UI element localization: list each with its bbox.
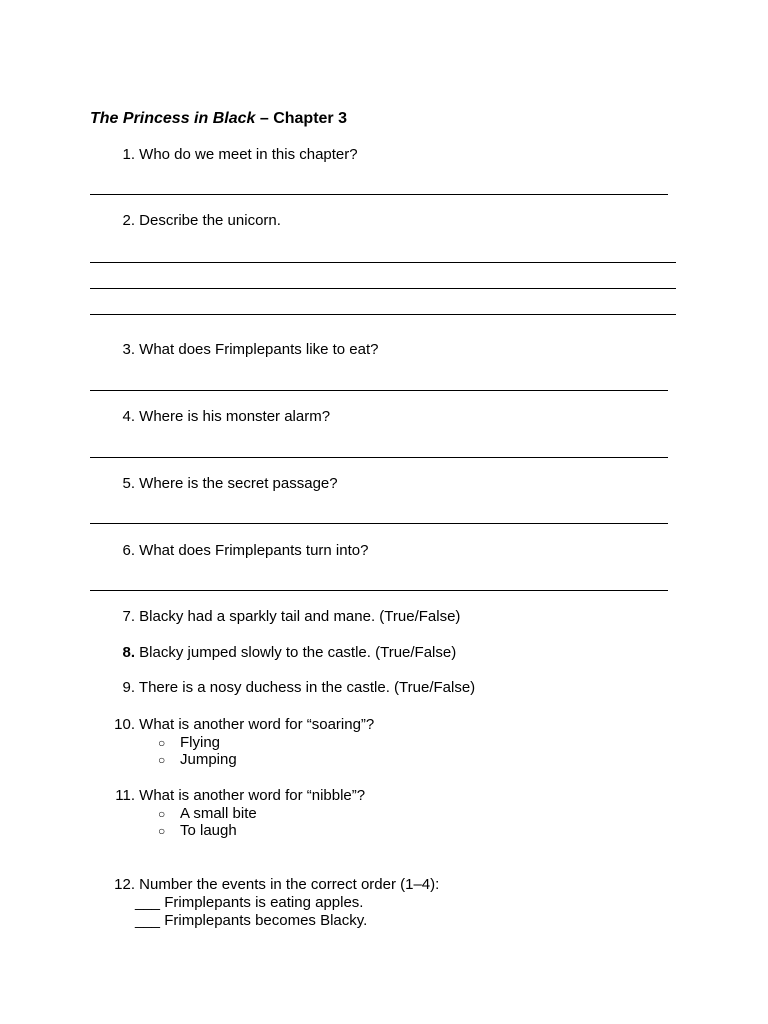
order-item-text: Frimplepants becomes Blacky.: [164, 912, 368, 929]
question-3: [90, 341, 378, 358]
question-11: [90, 787, 365, 804]
answer-line[interactable]: [90, 194, 668, 195]
option-label: A small bite: [180, 805, 257, 822]
order-item: [135, 912, 367, 929]
question-number: 4.: [122, 408, 135, 425]
book-title: The Princess in Black: [90, 110, 256, 127]
question-number: 10.: [114, 716, 135, 733]
question-number: 6.: [122, 542, 135, 559]
question-2: [90, 212, 281, 229]
answer-line[interactable]: [90, 590, 668, 591]
option-label: Jumping: [180, 751, 237, 768]
question-number: 8.: [122, 644, 135, 661]
question-9: [90, 679, 475, 696]
question-text: Where is the secret passage?: [139, 475, 338, 492]
order-blank[interactable]: ___: [135, 894, 161, 911]
radio-circle-icon[interactable]: ○: [158, 824, 166, 838]
answer-line[interactable]: [90, 390, 668, 391]
radio-circle-icon[interactable]: ○: [158, 753, 166, 767]
question-10: [90, 716, 374, 733]
option-label: Flying: [180, 734, 221, 751]
question-text: Number the events in the correct order (1–4):: [139, 876, 440, 893]
question-text: What is another word for “soaring”?: [139, 716, 375, 733]
question-text: Where is his monster alarm?: [139, 408, 331, 425]
question-number: 7.: [122, 608, 135, 625]
question-number: 2.: [122, 212, 135, 229]
question-5: [90, 475, 338, 492]
radio-circle-icon[interactable]: ○: [158, 807, 166, 821]
order-item: [135, 894, 363, 911]
question-number: 11.: [115, 787, 135, 804]
answer-line[interactable]: [90, 314, 676, 315]
question-6: [90, 542, 368, 559]
question-8: [90, 644, 456, 661]
option-label: To laugh: [180, 822, 237, 839]
answer-line[interactable]: [90, 457, 668, 458]
question-text: There is a nosy duchess in the castle. (True/False): [138, 679, 476, 696]
chapter-label: – Chapter 3: [255, 110, 347, 127]
question-number: 5.: [122, 475, 135, 492]
question-number: 3.: [122, 341, 135, 358]
question-12: [90, 876, 439, 893]
answer-option[interactable]: [158, 751, 237, 768]
question-number: 1.: [122, 146, 135, 163]
question-number: 12.: [114, 876, 135, 893]
answer-option[interactable]: [158, 734, 220, 751]
radio-circle-icon[interactable]: ○: [158, 736, 166, 750]
question-text: Describe the unicorn.: [139, 212, 281, 229]
question-7: [90, 608, 460, 625]
question-text: What does Frimplepants turn into?: [139, 542, 369, 559]
answer-option[interactable]: [158, 822, 237, 839]
question-number: 9.: [122, 679, 135, 696]
answer-line[interactable]: [90, 288, 676, 289]
answer-option[interactable]: [158, 805, 257, 822]
answer-line[interactable]: [90, 262, 676, 263]
question-text: Blacky had a sparkly tail and mane. (True/False): [139, 608, 461, 625]
worksheet-title: [90, 110, 347, 128]
question-4: [90, 408, 330, 425]
order-blank[interactable]: ___: [135, 912, 161, 929]
question-text: Blacky jumped slowly to the castle. (True/False): [139, 644, 457, 661]
question-1: [90, 146, 358, 163]
question-text: Who do we meet in this chapter?: [139, 146, 358, 163]
question-text: What does Frimplepants like to eat?: [139, 341, 379, 358]
answer-line[interactable]: [90, 523, 668, 524]
order-item-text: Frimplepants is eating apples.: [164, 894, 364, 911]
question-text: What is another word for “nibble”?: [139, 787, 366, 804]
